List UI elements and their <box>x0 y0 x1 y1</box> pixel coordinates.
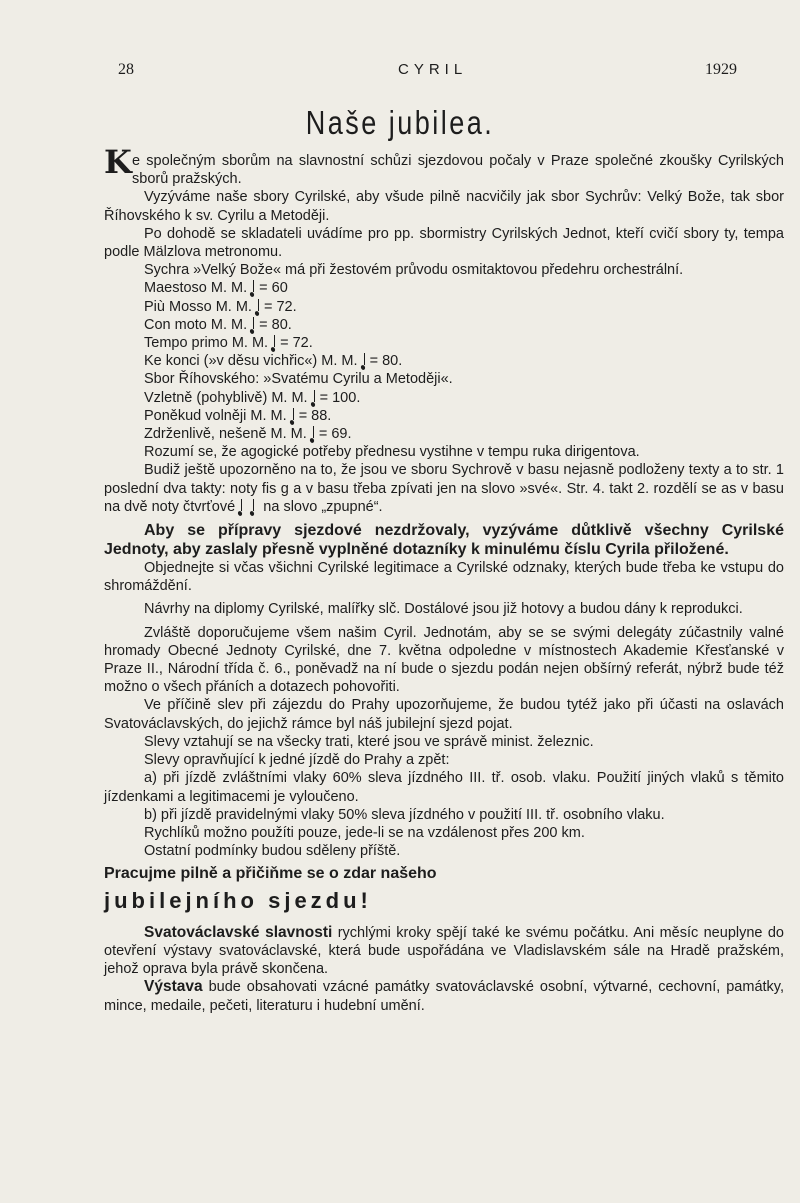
tempo-row <box>104 298 784 316</box>
tempo-value: = 100. <box>319 389 361 406</box>
tempo-label: Tempo primo M. M. <box>144 335 269 352</box>
tempo-label: Più Mosso M. M. <box>144 298 252 315</box>
paragraph: Slevy opravňující k jedné jízdě do Prahy a zpět: <box>144 752 450 769</box>
paragraph <box>104 978 784 1014</box>
tempo-label: Poněkud volněji M. M. <box>144 407 287 424</box>
tempo-value: = 80. <box>369 353 403 370</box>
paragraph-intro <box>104 143 784 188</box>
article-body <box>104 143 784 1015</box>
paragraph-lead: Svatováclavské slavnosti <box>144 923 333 941</box>
paragraph: a) při jízdě zvláštními vlaky 60% sleva jízdného III. tř. osob. vlaku. Použití jiných vlaků s těmito jízdenkami a legitimacemi je vyloučeno. <box>104 770 784 805</box>
tempo-label: Ke konci (»v děsu vichřic«) M. M. <box>144 353 358 370</box>
tempo-value: = 69. <box>318 426 352 443</box>
paragraph-text: e společným sborům na slavnostní schůzi sjezdovou počaly v Praze společné zkoušky Cyrilských sborů pražských. <box>132 153 784 188</box>
tempo-label: Con moto M. M. <box>144 316 248 333</box>
paragraph: Sbor Říhovského: »Svatému Cyrilu a Metoději«. <box>144 371 453 388</box>
tempo-value: = 72. <box>264 298 297 315</box>
bold-notice: Aby se přípravy sjezdové nezdržovaly, vyzýváme důtklivě všechny Cyrilské Jednoty, aby zaslaly přesně vyplněné dotazníky k minulému číslu Cyrila přiložené. <box>104 522 784 559</box>
paragraph: Zvláště doporučujeme všem našim Cyril. Jednotám, aby se se svými delegáty zúčastnily valné hromady Obecné Jednoty Cyrilské, dne 7. května odpoledne v místnostech Akademie Křesťanské v Praze II., Národní třída č. 6., poněvadž na ní bude o sjezdu podán nejen obšírný referát, nýbrž bude též možno o všech přáních a dotazech pohovořiti. <box>104 624 784 696</box>
tempo-value: = 60 <box>259 280 288 297</box>
tempo-value: = 80. <box>259 316 292 333</box>
paragraph: Návrhy na diplomy Cyrilské, malířky slč. Dostálové jsou již hotovy a budou dány k reprodukci. <box>144 601 743 618</box>
paragraph <box>104 924 784 979</box>
tempo-label: Maestoso M. M. <box>144 280 248 297</box>
tempo-value: = 72. <box>280 335 313 352</box>
slogan-line-2: jubilejního sjezdu! <box>104 887 372 913</box>
tempo-value: = 88. <box>298 407 332 424</box>
tempo-label: Zdrženlivě, nešeně M. M. <box>144 426 307 443</box>
paragraph: Rozumí se, že agogické potřeby přednesu vystihne v tempu ruka dirigentova. <box>144 444 640 461</box>
paragraph-text: na slovo „zpupné“. <box>263 498 383 515</box>
paragraph: Po dohodě se skladateli uvádíme pro pp. sbormistry Cyrilských Jednot, kteří cvičí sbory ty, tempa podle Mälzlova metronomu. <box>104 225 784 261</box>
paragraph: Ostatní podmínky budou sděleny příště. <box>144 843 401 860</box>
tempo-row <box>104 352 784 370</box>
dropcap-letter: K <box>104 143 132 181</box>
paragraph: Slevy vztahují se na všecky trati, které jsou ve správě minist. železnic. <box>144 733 594 750</box>
tempo-row <box>104 389 784 407</box>
year: 1929 <box>705 61 737 78</box>
tempo-list-rihovsky <box>104 389 784 444</box>
tempo-row <box>104 334 784 352</box>
paragraph-text: Budiž ještě upozorněno na to, že jsou ve sboru Sychrově v basu nejasně podloženy texty a to str. 1 poslední dva takty: noty fis g a v basu třeba zpívati jen na slovo »své«. Str. 4. takt 2. rozdělí se as v basu na dvě noty čtvrťové <box>104 462 784 515</box>
paragraph: b) při jízdě pravidelnými vlaky 50% sleva jízdného v použití III. tř. osobního vlaku. <box>144 806 665 823</box>
tempo-label: Vzletně (pohyblivě) M. M. <box>144 389 308 406</box>
tempo-row <box>104 316 784 334</box>
paragraph-text: bude obsahovati vzácné památky svatováclavské osobní, výtvarné, cechovní, památky, mince, medaile, pečeti, literaturu i hudební umění. <box>104 979 784 1014</box>
paragraph <box>104 461 784 516</box>
tempo-list-sychra <box>104 279 784 370</box>
page-number: 28 <box>118 61 134 78</box>
paragraph: Objednejte si včas všichni Cyrilské legitimace a Cyrilské odznaky, kterých bude třeba ke vstupu do shromáždění. <box>104 560 784 595</box>
paragraph: Rychlíků možno použíti pouze, jede-li se na vzdálenost přes 200 km. <box>144 824 585 841</box>
journal-title: CYRIL <box>398 61 468 78</box>
paragraph-text: rychlými kroky spějí také ke svému počátku. Ani měsíc neuplyne do otevření výstavy svatováclavské, která bude uspořádána ve Vladislavském sále na Hradě pražském, jehož oprava byla právě skončena. <box>104 924 784 978</box>
article-title: Naše jubilea. <box>305 104 495 141</box>
tempo-row <box>104 425 784 443</box>
paragraph: Ve příčině slev při zájezdu do Prahy upozorňujeme, že budou tytéž jako při účasti na oslavách Svatováclavských, do jejichž rámce byl náš jubilejní sjezd pojat. <box>104 697 784 732</box>
tempo-row <box>104 407 784 425</box>
paragraph: Sychra »Velký Bože« má při žestovém průvodu osmitaktovou předehru orchestrální. <box>144 262 684 279</box>
paragraph-lead: Výstava <box>144 978 203 996</box>
tempo-row <box>104 279 784 297</box>
paragraph: Vyzýváme naše sbory Cyrilské, aby všude pilně nacvičily jak sbor Sychrův: Velký Bože, tak sbor Říhovského k sv. Cyrilu a Metoději. <box>104 189 784 224</box>
slogan-line-1: Pracujme pilně a přičiňme se o zdar našeho <box>104 865 437 883</box>
